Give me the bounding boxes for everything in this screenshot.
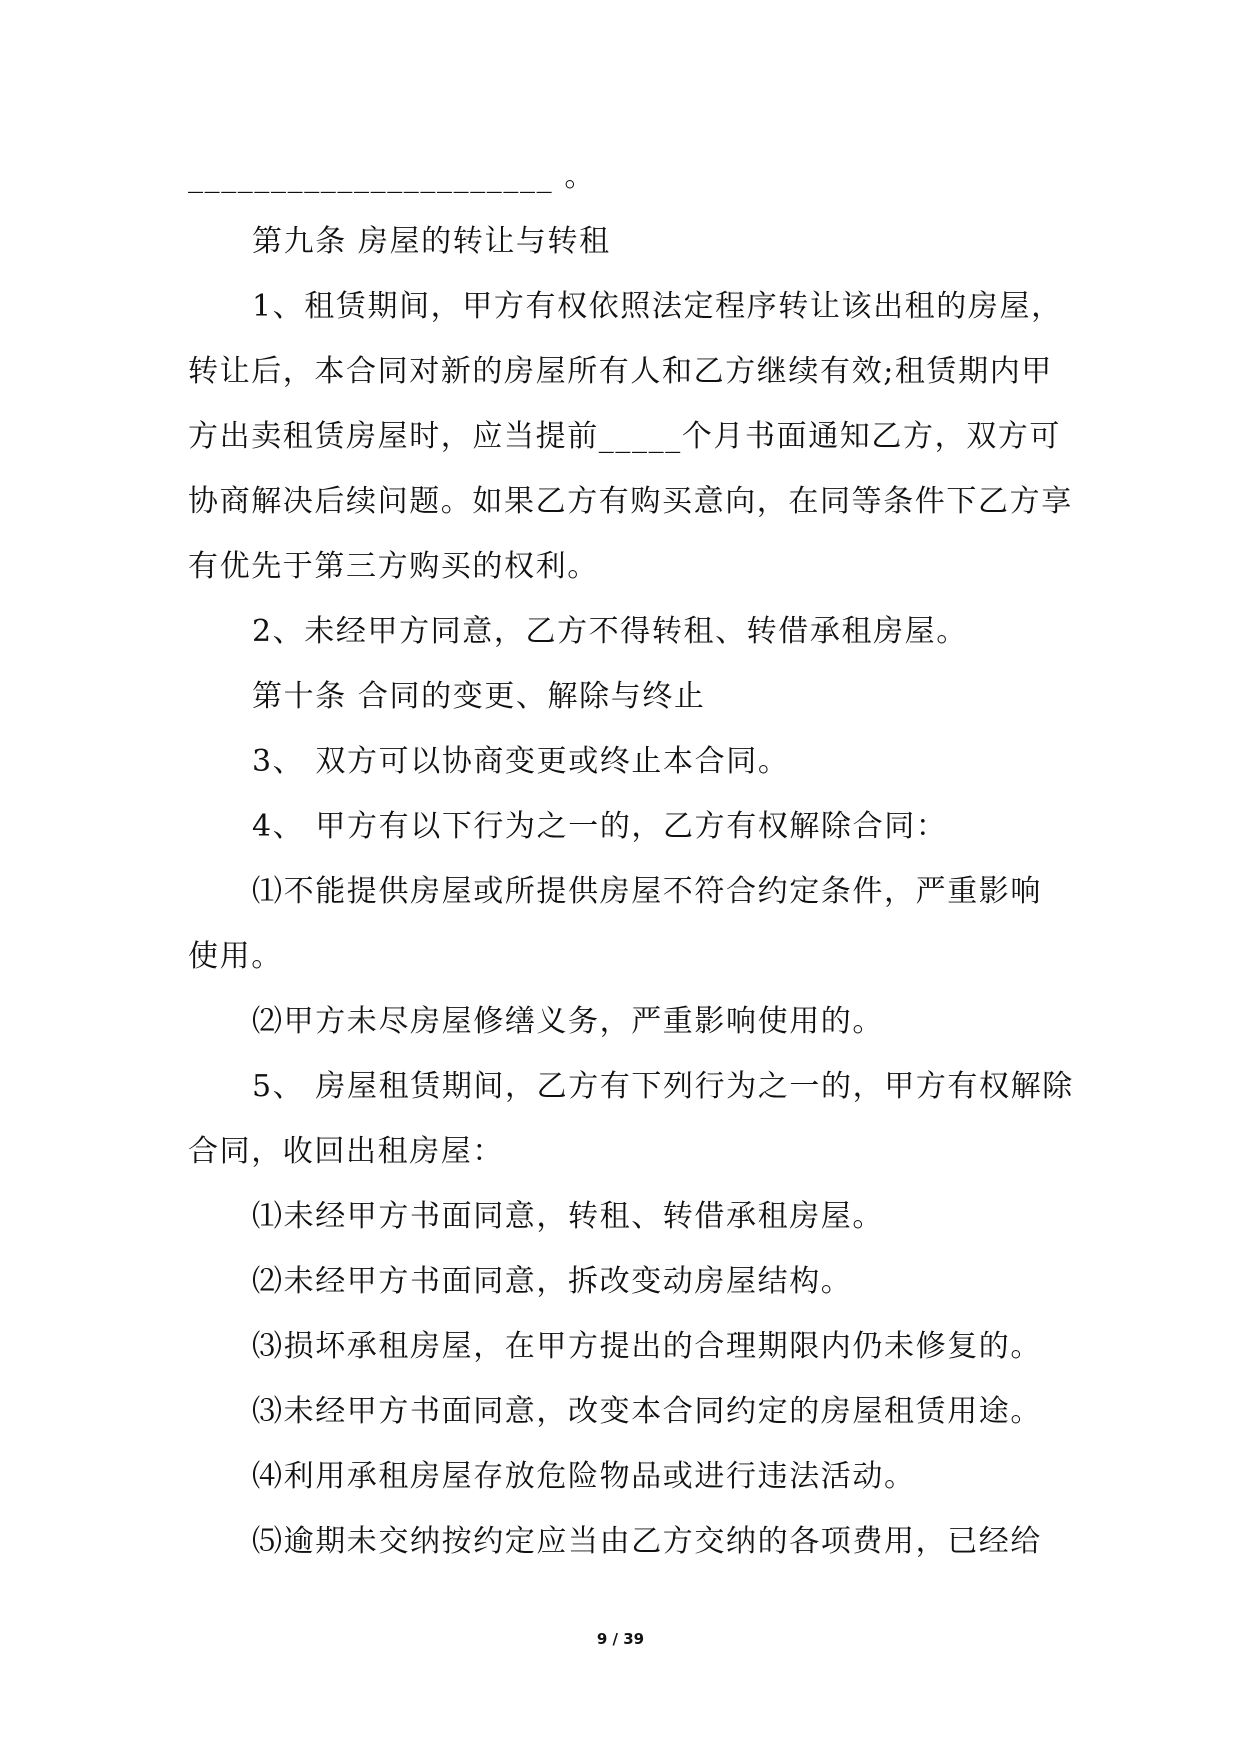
line-gap [188, 714, 1050, 745]
text-line: 方出卖租赁房屋时，应当提前_____个月书面通知乙方，双方可 [188, 419, 1061, 454]
paragraph [188, 194, 1050, 259]
line-gap [188, 649, 1050, 680]
text-line: 4、 甲方有以下行为之一的，乙方有权解除合同： [252, 809, 948, 844]
paragraph [188, 714, 1050, 779]
text-line: 5、 房屋租赁期间，乙方有下列行为之一的，甲方有权解除 [252, 1069, 1074, 1104]
line-gap [188, 259, 1050, 290]
text-line: ⑴未经甲方书面同意，转租、转借承租房屋。 [252, 1199, 884, 1234]
line-gap [188, 1234, 1050, 1265]
line-gap [188, 324, 1050, 355]
line-gap [188, 1169, 1050, 1200]
text-line: 协商解决后续问题。如果乙方有购买意向，在同等条件下乙方享 [188, 484, 1073, 519]
text-line: ______________________ 。 [188, 159, 596, 194]
paragraph [188, 1429, 1050, 1494]
line-gap [188, 844, 1050, 875]
line-gap [188, 1429, 1050, 1460]
text-line: 1、租赁期间，甲方有权依照法定程序转让该出租的房屋， [252, 289, 1063, 324]
line-gap [188, 454, 1050, 485]
line-gap [188, 194, 1050, 225]
paragraph [188, 1234, 1050, 1299]
text-line: ⑵甲方未尽房屋修缮义务，严重影响使用的。 [252, 1004, 884, 1039]
line-gap [188, 779, 1050, 810]
line-gap [188, 584, 1050, 615]
paragraph [188, 160, 1050, 194]
document-body [188, 159, 1074, 1559]
line-gap [188, 389, 1050, 420]
text-line: 合同，收回出租房屋： [188, 1134, 504, 1169]
page-number: 9 / 39 [596, 1630, 645, 1648]
text-line: 3、 双方可以协商变更或终止本合同。 [252, 744, 790, 779]
text-line: ⑶未经甲方书面同意，改变本合同约定的房屋租赁用途。 [252, 1394, 1042, 1429]
paragraph [188, 779, 1050, 844]
paragraph [188, 584, 1050, 649]
text-line: 转让后，本合同对新的房屋所有人和乙方继续有效;租赁期内甲 [188, 354, 1053, 389]
text-line: ⑵未经甲方书面同意，拆改变动房屋结构。 [252, 1264, 853, 1299]
text-line: ⑴不能提供房屋或所提供房屋不符合约定条件，严重影响 [252, 874, 1042, 909]
paragraph [188, 1299, 1050, 1364]
text-line: 2、未经甲方同意，乙方不得转租、转借承租房屋。 [252, 614, 968, 649]
text-line: 使用。 [188, 939, 283, 974]
text-line: 有优先于第三方购买的权利。 [188, 549, 599, 584]
paragraph [188, 1494, 1050, 1559]
line-gap [188, 974, 1050, 1005]
text-line: ⑷利用承租房屋存放危险物品或进行违法活动。 [252, 1459, 916, 1494]
text-line: ⑸逾期未交纳按约定应当由乙方交纳的各项费用，已经给 [252, 1524, 1042, 1559]
line-gap [188, 1494, 1050, 1525]
line-gap [188, 1104, 1050, 1135]
line-gap [188, 909, 1050, 940]
line-gap [188, 519, 1050, 550]
paragraph [188, 259, 1073, 584]
paragraph [188, 649, 1050, 714]
paragraph [188, 1169, 1050, 1234]
paragraph [188, 844, 1050, 974]
paragraph [188, 1364, 1050, 1429]
line-gap [188, 1364, 1050, 1395]
line-gap [188, 1039, 1050, 1070]
paragraph [188, 974, 1050, 1039]
text-line: ⑶损坏承租房屋，在甲方提出的合理期限内仍未修复的。 [252, 1329, 1042, 1364]
paragraph [188, 1039, 1074, 1169]
text-line: 第九条 房屋的转让与转租 [252, 224, 611, 259]
text-line: 第十条 合同的变更、解除与终止 [252, 679, 706, 714]
line-gap [188, 1299, 1050, 1330]
